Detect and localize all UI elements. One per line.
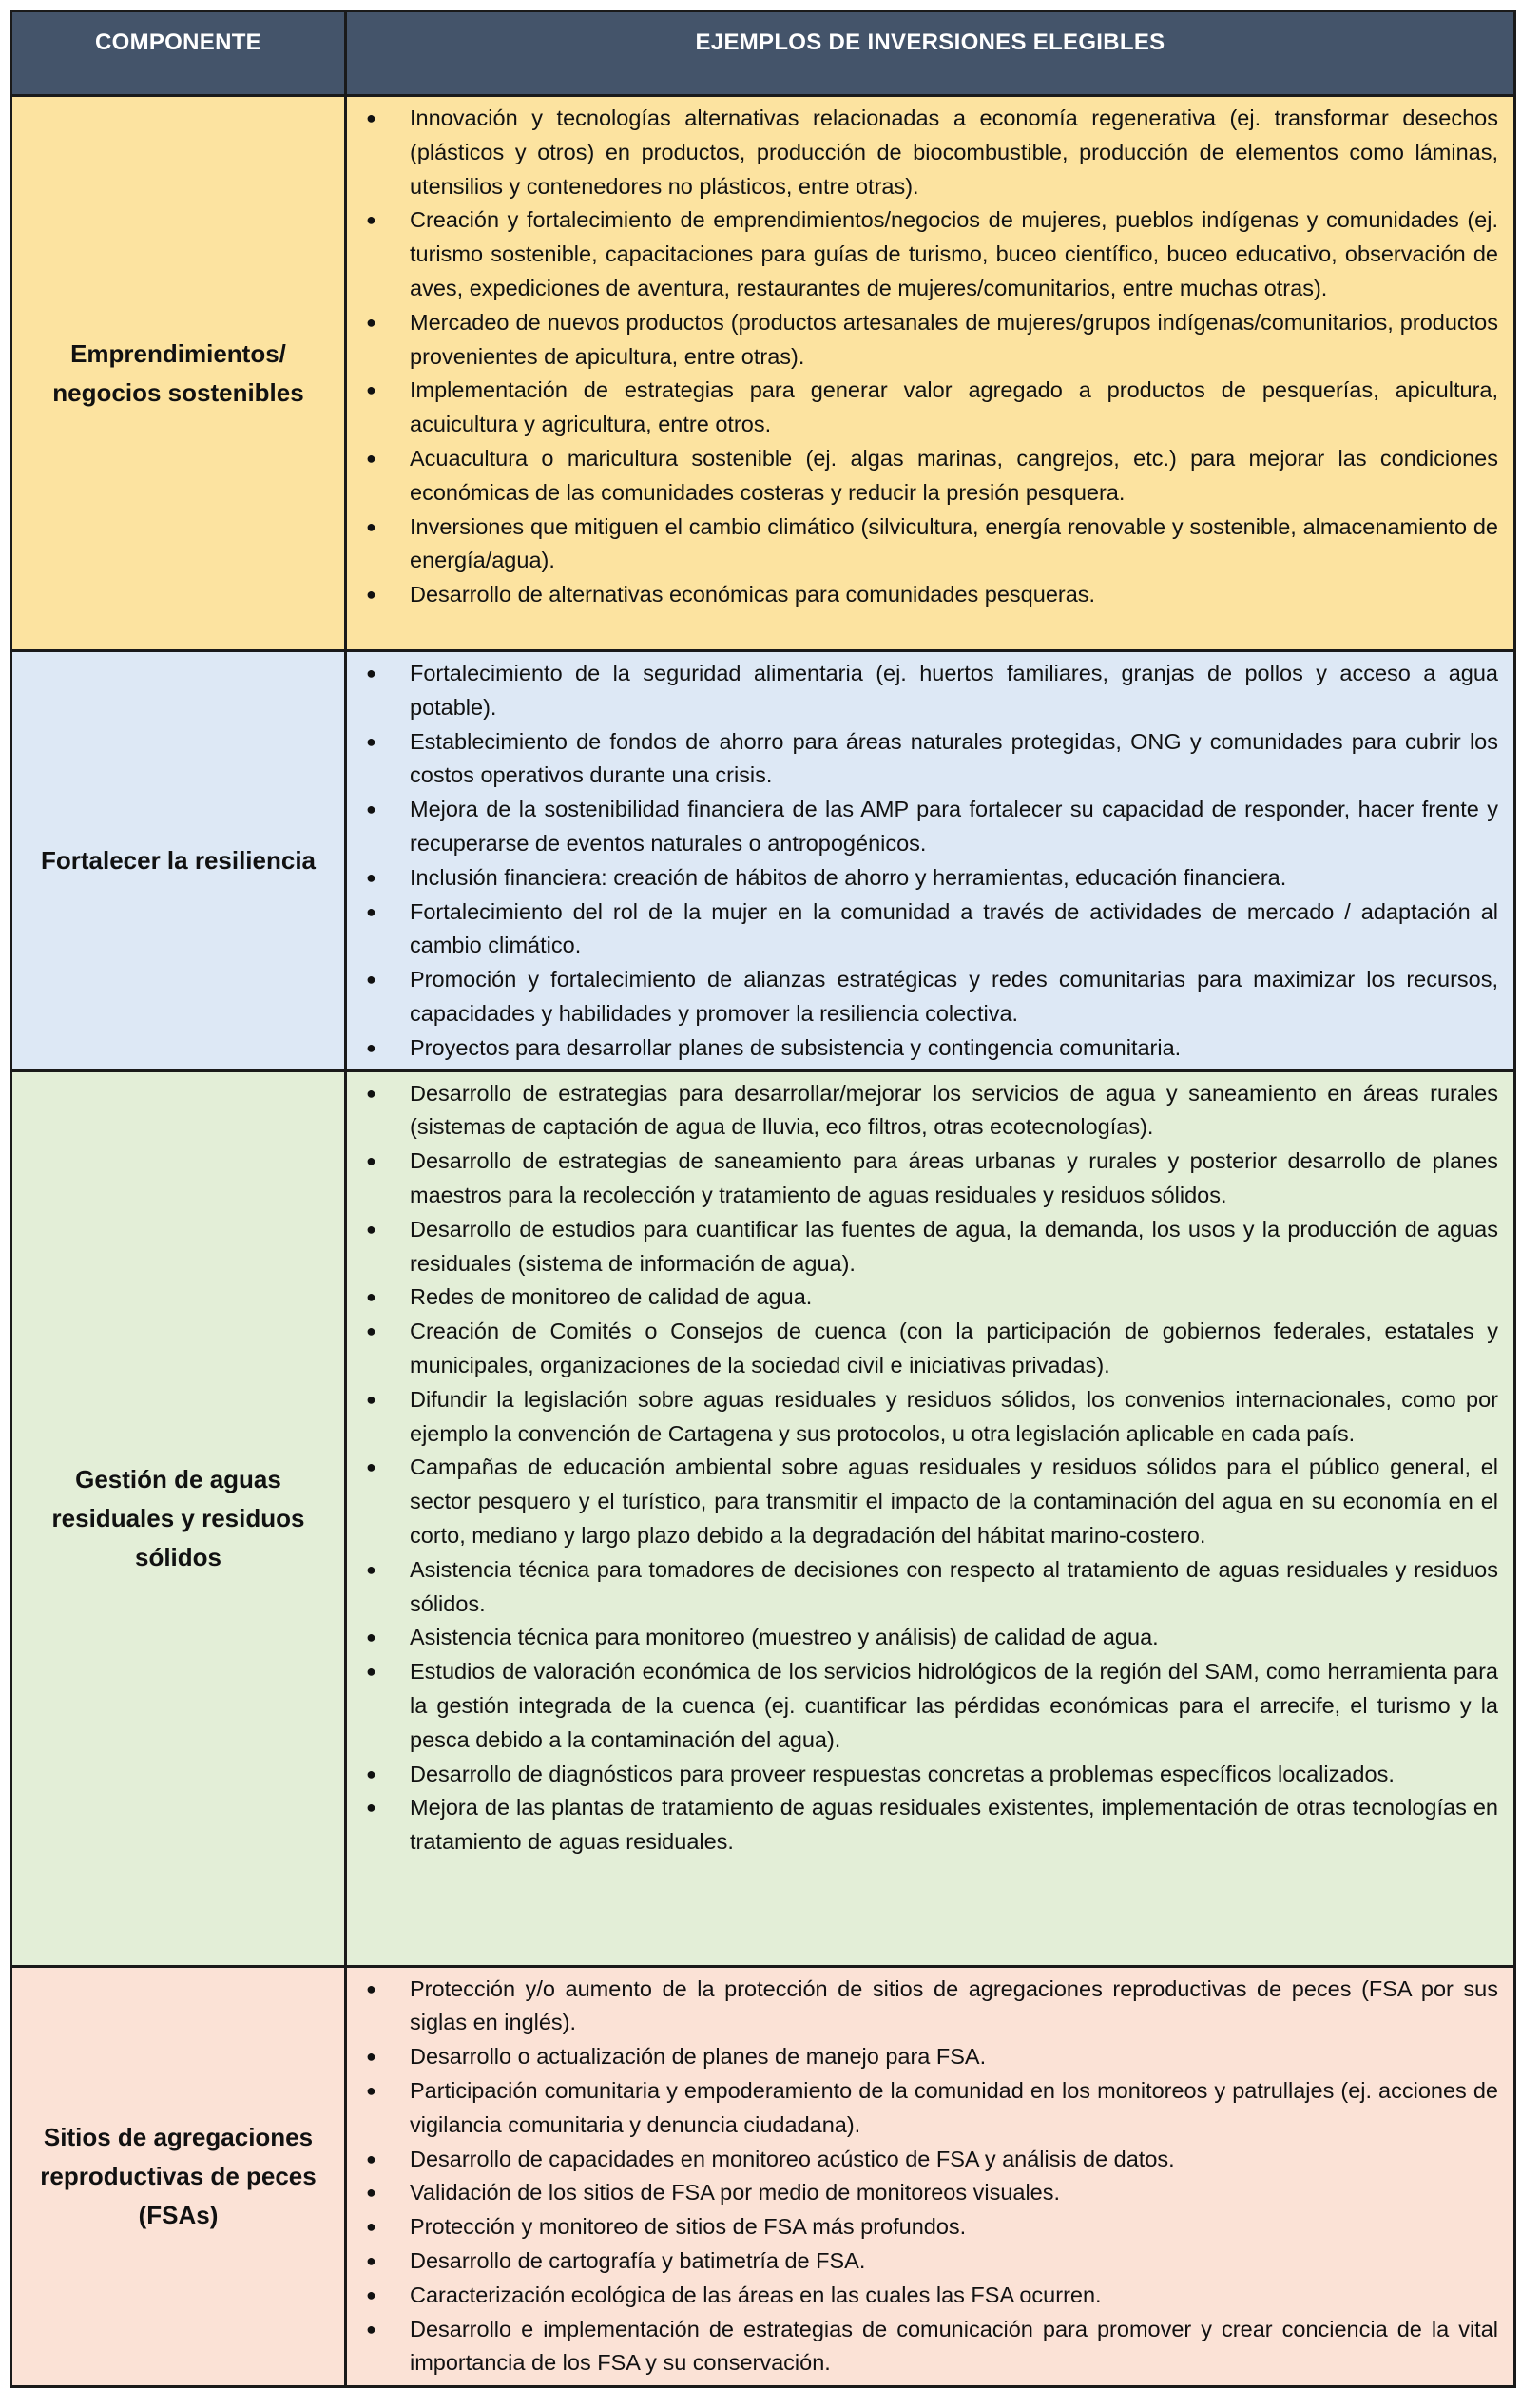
bullet-icon: ● (366, 867, 376, 887)
list-item-text: Estudios de valoración económica de los servicios hidrológicos de la región del SAM, como herramienta para la gestión integrada de la cuenca (ej. cuantificar las pérdidas económicas para el arrecife, el turismo y la pesca debido a la contaminación del agua). (410, 1659, 1498, 1752)
list-item-text: Promoción y fortalecimiento de alianzas estratégicas y redes comunitarias para maximizar los recursos, capacidades y habilidades y promover la resiliencia colectiva. (410, 967, 1498, 1026)
bullet-icon: ● (366, 312, 376, 332)
list-item (347, 102, 1498, 203)
list-item-text: Fortalecimiento de la seguridad alimentaria (ej. huertos familiares, granjas de pollos y acceso a agua potable). (410, 661, 1498, 720)
list-item-text: Asistencia técnica para monitoreo (muestreo y análisis) de calidad de agua. (410, 1625, 1159, 1650)
list-item (347, 1383, 1498, 1452)
items-list (347, 1072, 1513, 1863)
bullet-icon: ● (366, 210, 376, 230)
bullet-icon: ● (366, 1978, 376, 1998)
document-page (10, 10, 1513, 2388)
list-item (347, 578, 1498, 612)
bullet-icon: ● (366, 1559, 376, 1579)
items-list (347, 97, 1513, 616)
items-cell (346, 1966, 1515, 2386)
items-cell (346, 651, 1515, 1071)
list-item (347, 1973, 1498, 2041)
list-item (347, 510, 1498, 579)
bullet-icon: ● (366, 1389, 376, 1409)
list-item (347, 1031, 1498, 1066)
bullet-icon: ● (366, 2148, 376, 2168)
items-cell (346, 96, 1515, 651)
list-item-text: Creación de Comités o Consejos de cuenca (con la participación de gobiernos federales, estatales y municipales, organizaciones de la sociedad civil e iniciativas privadas). (410, 1319, 1498, 1377)
list-item (347, 1621, 1498, 1655)
bullet-icon: ● (366, 2183, 376, 2203)
table-header-row (11, 11, 1515, 96)
list-item (347, 1553, 1498, 1622)
list-item-text: Inclusión financiera: creación de hábitos de ahorro y herramientas, educación financiera. (410, 864, 1287, 890)
bullet-icon: ● (366, 970, 376, 990)
list-item-text: Protección y/o aumento de la protección de sitios de agregaciones reproductivas de peces (FSA por sus siglas en inglés). (410, 1975, 1498, 2035)
bullet-icon: ● (366, 108, 376, 127)
bullet-icon: ● (366, 2080, 376, 2100)
table-row-resiliencia (11, 651, 1515, 1071)
list-item (347, 793, 1498, 861)
list-item-text: Participación comunitaria y empoderamiento de la comunidad en los monitoreos y patrullajes (ej. acciones de vigilancia comunitaria y denuncia ciudadana). (410, 2077, 1498, 2137)
table-row-emprendimientos (11, 96, 1515, 651)
list-item-text: Creación y fortalecimiento de emprendimientos/negocios de mujeres, pueblos indígenas y comunidades (ej. turismo sostenible, capacitaciones para guías de turismo, buceo científico, buceo educativo, observación de aves, expediciones de aventura, restaurantes de mujeres/comunitarios, entre muchas otras). (410, 207, 1498, 300)
bullet-icon: ● (366, 448, 376, 468)
list-item-text: Difundir la legislación sobre aguas residuales y residuos sólidos, los convenios internacionales, como por ejemplo la convención de Cartagena y sus protocolos, u otra legislación aplicable en cada país. (410, 1386, 1498, 1446)
list-item-text: Mejora de la sostenibilidad financiera de las AMP para fortalecer su capacidad de responder, hacer frente y recuperarse de eventos naturales o antropogénicos. (410, 797, 1498, 856)
bullet-icon: ● (366, 2250, 376, 2270)
bullet-icon: ● (366, 1763, 376, 1783)
bullet-icon: ● (366, 1457, 376, 1477)
list-item (347, 203, 1498, 305)
list-item (347, 1655, 1498, 1757)
list-item (347, 2244, 1498, 2279)
list-item (347, 2143, 1498, 2177)
list-item-text: Desarrollo de alternativas económicas para comunidades pesqueras. (410, 582, 1096, 607)
bullet-icon: ● (366, 664, 376, 683)
list-item (347, 1758, 1498, 1792)
component-cell: Sitios de agregaciones reproductivas de peces (FSAs) (11, 1966, 346, 2386)
list-item (347, 1077, 1498, 1146)
list-item (347, 896, 1498, 964)
list-item (347, 861, 1498, 896)
list-item (347, 1451, 1498, 1552)
list-item (347, 2210, 1498, 2244)
list-item-text: Campañas de educación ambiental sobre aguas residuales y residuos sólidos para el público general, el sector pesquero y el turístico, para transmitir el impacto de la contaminación del agua en su economía en el corto, mediano y largo plazo debido a la degradación del hábitat marino-costero. (410, 1454, 1498, 1548)
list-item-text: Mercadeo de nuevos productos (productos artesanales de mujeres/grupos indígenas/comunitarios, productos provenientes de apicultura, entre otras). (410, 309, 1498, 369)
table-body (11, 96, 1515, 2387)
list-item-text: Desarrollo de cartografía y batimetría de FSA. (410, 2247, 866, 2273)
bullet-icon: ● (366, 901, 376, 921)
list-item (347, 725, 1498, 794)
list-item-text: Desarrollo de capacidades en monitoreo acústico de FSA y análisis de datos. (410, 2146, 1175, 2171)
list-item-text: Asistencia técnica para tomadores de decisiones con respecto al tratamiento de aguas residuales y residuos sólidos. (410, 1556, 1498, 1616)
list-item (347, 2040, 1498, 2074)
bullet-icon: ● (366, 1628, 376, 1647)
list-item-text: Desarrollo de estrategias para desarrollar/mejorar los servicios de agua y saneamiento en áreas rurales (sistemas de captación de agua de lluvia, eco filtros, otras ecotecnologías). (410, 1080, 1498, 1140)
list-item-text: Acuacultura o maricultura sostenible (ej. algas marinas, cangrejos, etc.) para mejorar las condiciones económicas de las comunidades costeras y reducir la presión pesquera. (410, 445, 1498, 505)
list-item (347, 1213, 1498, 1281)
table-row-fsa (11, 1966, 1515, 2386)
bullet-icon: ● (366, 2047, 376, 2067)
bullet-icon: ● (366, 516, 376, 536)
component-cell: Gestión de aguas residuales y residuos sólidos (11, 1070, 346, 1966)
header-ejemplos: EJEMPLOS DE INVERSIONES ELEGIBLES (346, 11, 1515, 96)
list-item (347, 1315, 1498, 1383)
list-item (347, 374, 1498, 442)
list-item-text: Desarrollo de diagnósticos para proveer respuestas concretas a problemas específicos localizados. (410, 1761, 1395, 1786)
list-item (347, 306, 1498, 375)
table-row-aguas-residuales (11, 1070, 1515, 1966)
list-item (347, 1791, 1498, 1859)
component-cell: Emprendimientos/ negocios sostenibles (11, 96, 346, 651)
list-item-text: Desarrollo o actualización de planes de manejo para FSA. (410, 2044, 987, 2070)
list-item (347, 1281, 1498, 1315)
list-item-text: Caracterización ecológica de las áreas en las cuales las FSA ocurren. (410, 2282, 1102, 2307)
bullet-icon: ● (366, 731, 376, 751)
header-componente: COMPONENTE (11, 11, 346, 96)
list-item-text: Desarrollo de estudios para cuantificar las fuentes de agua, la demanda, los usos y la producción de aguas residuales (sistema de información de agua). (410, 1216, 1498, 1276)
list-item-text: Fortalecimiento del rol de la mujer en la comunidad a través de actividades de mercado / adaptación al cambio climático. (410, 898, 1498, 958)
list-item-text: Redes de monitoreo de calidad de agua. (410, 1284, 813, 1310)
list-item-text: Inversiones que mitiguen el cambio climático (silvicultura, energía renovable y sostenible, almacenamiento de energía/agua). (410, 513, 1498, 573)
bullet-icon: ● (366, 1083, 376, 1103)
bullet-icon: ● (366, 2217, 376, 2237)
bullet-icon: ● (366, 1662, 376, 1682)
list-item-text: Desarrollo de estrategias de saneamiento para áreas urbanas y rurales y posterior desarrollo de planes maestros para la recolección y tratamiento de aguas residuales y residuos sólidos. (410, 1148, 1498, 1207)
list-item (347, 1145, 1498, 1213)
bullet-icon: ● (366, 1037, 376, 1057)
list-item-text: Protección y monitoreo de sitios de FSA más profundos. (410, 2214, 967, 2240)
list-item-text: Mejora de las plantas de tratamiento de aguas residuales existentes, implementación de otras tecnologías en tratamiento de aguas residuales. (410, 1795, 1498, 1855)
list-item (347, 657, 1498, 725)
items-cell (346, 1070, 1515, 1966)
items-list (347, 652, 1513, 1069)
investments-table (10, 10, 1516, 2388)
list-item-text: Establecimiento de fondos de ahorro para áreas naturales protegidas, ONG y comunidades para cubrir los costos operativos durante una crisis. (410, 728, 1498, 788)
bullet-icon: ● (366, 799, 376, 819)
bullet-icon: ● (366, 1219, 376, 1239)
list-item (347, 963, 1498, 1031)
list-item (347, 2279, 1498, 2313)
list-item (347, 2176, 1498, 2210)
bullet-icon: ● (366, 1798, 376, 1818)
bullet-icon: ● (366, 380, 376, 400)
list-item-text: Implementación de estrategias para generar valor agregado a productos de pesquerías, apicultura, acuicultura y agricultura, entre otros. (410, 377, 1498, 437)
bullet-icon: ● (366, 1321, 376, 1341)
list-item (347, 2313, 1498, 2381)
list-item-text: Desarrollo e implementación de estrategias de comunicación para promover y crear conciencia de la vital importancia de los FSA y su conservación. (410, 2316, 1498, 2376)
bullet-icon: ● (366, 585, 376, 605)
list-item (347, 2074, 1498, 2143)
bullet-icon: ● (366, 2284, 376, 2304)
bullet-icon: ● (366, 2319, 376, 2339)
items-list (347, 1968, 1513, 2385)
list-item-text: Innovación y tecnologías alternativas relacionadas a economía regenerativa (ej. transformar desechos (plásticos y otros) en productos, producción de biocombustible, producción de elementos como láminas, utensilios y contenedores no plásticos, entre otras). (410, 106, 1498, 199)
list-item-text: Validación de los sitios de FSA por medio de monitoreos visuales. (410, 2180, 1061, 2206)
bullet-icon: ● (366, 1151, 376, 1171)
bullet-icon: ● (366, 1287, 376, 1307)
list-item (347, 442, 1498, 510)
component-cell: Fortalecer la resiliencia (11, 651, 346, 1071)
list-item-text: Proyectos para desarrollar planes de subsistencia y contingencia comunitaria. (410, 1034, 1182, 1060)
